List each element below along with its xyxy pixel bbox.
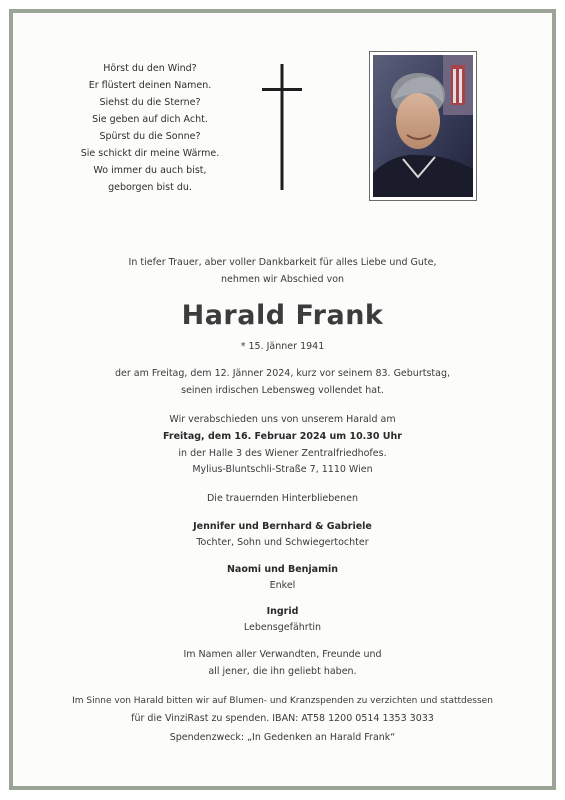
mourner-names: Ingrid bbox=[266, 606, 299, 617]
mourner-names: Naomi und Benjamin bbox=[226, 564, 339, 575]
closing-line: Im Namen aller Verwandten, Freunde und bbox=[183, 649, 382, 660]
donation-line: Im Sinne von Harald bitten wir auf Blumen- und Kranzspenden zu verzichten und stattdessen bbox=[72, 696, 493, 706]
death-line: seinen irdischen Lebensweg vollendet hat. bbox=[181, 385, 384, 396]
mourner-relation: Enkel bbox=[269, 580, 296, 591]
cross-icon bbox=[262, 64, 302, 190]
mourner-relation: Tochter, Sohn und Schwiegertochter bbox=[196, 537, 369, 548]
birth-date: * 15. Jänner 1941 bbox=[240, 341, 325, 352]
death-line: der am Freitag, dem 12. Jänner 2024, kurz vor seinem 83. Geburtstag, bbox=[114, 368, 451, 379]
intro-line: In tiefer Trauer, aber voller Dankbarkeit für alles Liebe und Gute, bbox=[128, 257, 437, 268]
poem-line: Wo immer du auch bist, bbox=[93, 165, 207, 176]
closing-line: all jener, die ihn geliebt haben. bbox=[208, 666, 357, 677]
poem bbox=[70, 60, 230, 196]
poem-line: Hörst du den Wind? bbox=[103, 63, 197, 74]
poem-line: Sie geben auf dich Acht. bbox=[92, 114, 208, 125]
mourner-relation: Lebensgefährtin bbox=[243, 622, 322, 633]
farewell-place: in der Halle 3 des Wiener Zentralfriedhofes. bbox=[178, 448, 387, 459]
poem-line: Er flüstert deinen Namen. bbox=[88, 80, 212, 91]
poem-line: Spürst du die Sonne? bbox=[99, 131, 201, 142]
deceased-name: Harald Frank bbox=[181, 300, 384, 331]
mourner-names: Jennifer und Bernhard & Gabriele bbox=[193, 521, 372, 532]
poem-line: Siehst du die Sterne? bbox=[99, 97, 201, 108]
poem-line: Sie schickt dir meine Wärme. bbox=[80, 148, 220, 159]
farewell-intro: Wir verabschieden uns von unserem Harald am bbox=[169, 414, 396, 425]
poem-line: geborgen bist du. bbox=[108, 182, 192, 193]
intro-line: nehmen wir Abschied von bbox=[220, 274, 345, 285]
farewell-date: Freitag, dem 16. Februar 2024 um 10.30 Uhr bbox=[163, 431, 402, 442]
donation-line: für die VinziRast zu spenden. IBAN: AT58 1200 0514 1353 3033 bbox=[131, 713, 434, 724]
donation-line: Spendenzweck: „In Gedenken an Harald Frank“ bbox=[169, 732, 396, 743]
mourners-heading: Die trauernden Hinterbliebenen bbox=[206, 493, 358, 504]
portrait-photo bbox=[369, 51, 477, 201]
farewell-address: Mylius-Bluntschli-Straße 7, 1110 Wien bbox=[192, 464, 373, 475]
